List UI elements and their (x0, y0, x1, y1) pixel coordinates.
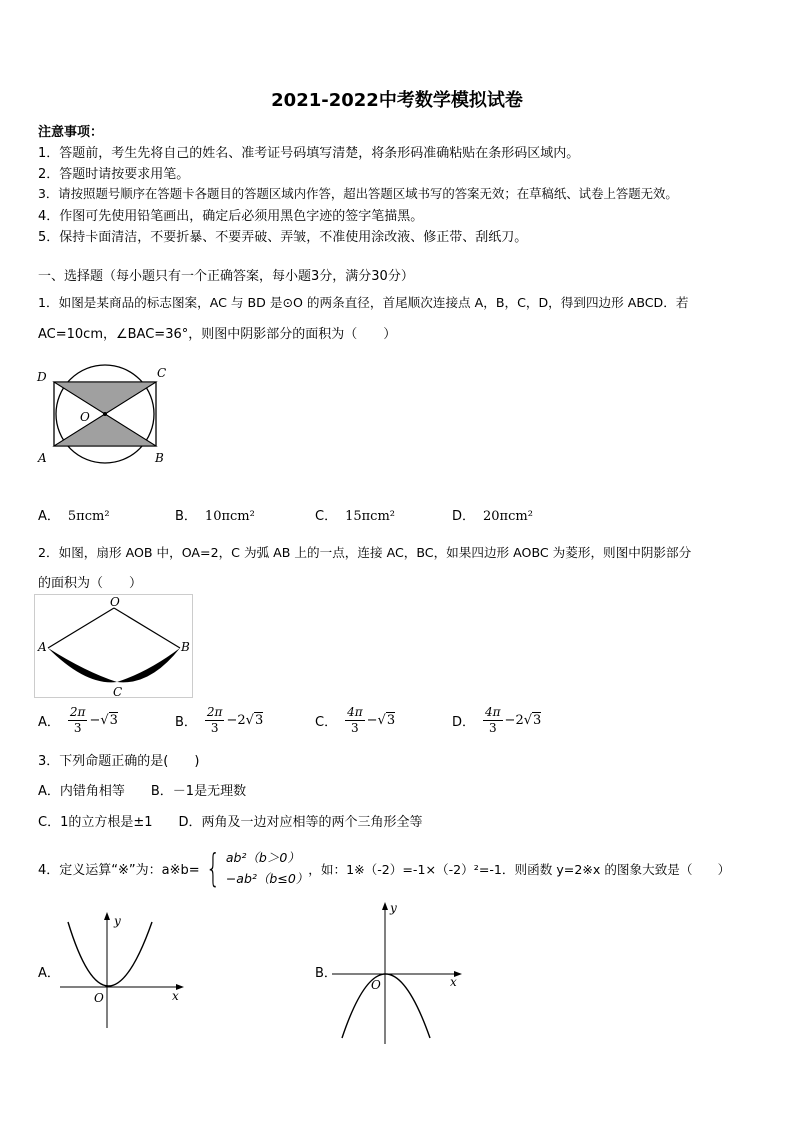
q1-option-a-letter: A． (38, 509, 60, 524)
q1-stem-line2: AC=10cm，∠BAC=36°，则图中阴影部分的面积为（ ） (38, 327, 397, 342)
q4-stem-prefix: 4．定义运算“※”为：a※b= (38, 862, 200, 878)
q4-stem-suffix: ，如：1※（-2）=-1×（-2）²=-1．则函数 y=2※x 的图象大致是（ ） (308, 861, 731, 877)
q2-option-c-den: 3 (351, 720, 359, 735)
q4-option-a-graph[interactable] (60, 910, 190, 1030)
q1-option-c-text: 15πcm² (345, 509, 395, 524)
q4-option-a-letter[interactable]: A． (38, 966, 60, 981)
q3-stem: 3．下列命题正确的是( ) (38, 754, 200, 769)
q2-option-d-letter: D． (452, 714, 476, 730)
q4-option-b-graph[interactable] (330, 898, 470, 1048)
notice-item-1: 1．答题前，考生先将自己的姓名、准考证号码填写清楚，将条形码准确粘贴在条形码区域内。 (38, 146, 580, 161)
q2-option-d-den: 3 (488, 720, 497, 735)
q2-label-b: B (181, 640, 190, 654)
q2-option-b[interactable] (175, 703, 263, 737)
sqrt-icon: √ (377, 712, 386, 728)
q2-label-o: O (110, 595, 120, 609)
q1-option-d-text: 20πcm² (483, 509, 533, 524)
q1-label-a: A (38, 451, 47, 465)
q2-option-b-letter: B． (175, 714, 197, 730)
brace-icon: { (205, 846, 220, 890)
q2-stem-line1: 2．如图，扇形 AOB 中，OA=2，C 为弧 AB 上的一点，连接 AC，BC，如果四边形 AOBC 为菱形，则图中阴影部分 (38, 545, 692, 560)
q2-option-a[interactable] (38, 703, 118, 737)
q2-option-d-num: 4π (485, 704, 501, 719)
q2-option-a-minus: − (89, 712, 101, 728)
q1-option-b-text: 10πcm² (204, 509, 255, 524)
q1-option-c-letter: C． (315, 509, 338, 524)
q2-label-a: A (38, 640, 47, 654)
q1-stem-line1: 1．如图是某商品的标志图案，AC 与 BD 是⊙O 的两条直径，首尾顺次连接点 A，B，C，D，得到四边形 ABCD．若 (38, 295, 689, 310)
q2-option-d[interactable] (452, 703, 541, 737)
sqrt-icon: √ (100, 712, 109, 728)
q2-option-b-rad: 3 (254, 713, 264, 728)
q4b-x-label: x (450, 975, 457, 989)
notice-item-4: 4．作图可先使用铅笔画出，确定后必须用黑色字迹的签字笔描黑。 (38, 209, 424, 224)
q2-option-c-rad: 3 (386, 713, 396, 728)
q1-option-a[interactable] (38, 505, 110, 524)
q4-stem (38, 845, 730, 891)
q2-option-c-letter: C． (315, 714, 338, 730)
page-title: 2021-2022中考数学模拟试卷 (271, 90, 523, 111)
q2-option-c-num: 4π (347, 704, 363, 719)
q3-options-row1[interactable]: A．内错角相等 B．－1是无理数 (38, 784, 247, 799)
q2-option-d-rad: 3 (533, 713, 542, 728)
q1-option-d[interactable] (452, 505, 533, 524)
q2-option-b-num: 2π (206, 704, 223, 719)
q1-label-d: D (37, 370, 47, 384)
sqrt-icon: √ (245, 712, 254, 728)
notice-heading: 注意事项： (38, 125, 104, 140)
q1-option-a-text: 5πcm² (67, 509, 110, 524)
q4-piecewise (226, 847, 308, 889)
q2-option-a-num: 2π (69, 704, 86, 719)
q2-figure (34, 594, 194, 698)
q4-case-2: −ab²（b≤0） (225, 871, 309, 886)
q2-option-a-letter: A． (38, 714, 60, 730)
q2-option-d-coef: 2 (515, 712, 524, 728)
q4a-x-label: x (172, 989, 179, 1003)
q1-figure (34, 362, 174, 468)
q2-option-a-rad: 3 (109, 713, 118, 728)
q4-option-b-letter[interactable]: B． (315, 966, 337, 981)
q2-option-d-minus: − (504, 712, 516, 728)
q2-option-b-den: 3 (210, 720, 219, 735)
q2-label-c: C (113, 685, 123, 698)
q4-case-1: ab²（b＞0） (225, 850, 300, 865)
sqrt-icon: √ (523, 712, 533, 728)
q1-label-c: C (157, 366, 167, 380)
q2-option-c[interactable] (315, 703, 395, 737)
q1-label-o: O (80, 410, 90, 424)
q1-option-c[interactable] (315, 505, 395, 524)
notice-item-5: 5．保持卡面清洁，不要折暴、不要弄破、弄皱，不准使用涂改液、修正带、刮纸刀。 (38, 230, 528, 245)
q1-option-b-letter: B． (175, 509, 197, 524)
section-heading: 一、选择题（每小题只有一个正确答案，每小题3分，满分30分） (38, 269, 414, 284)
q2-stem-line2: 的面积为（ ） (38, 576, 143, 591)
q1-label-b: B (155, 451, 164, 465)
q2-option-a-den: 3 (73, 720, 82, 735)
q1-option-d-letter: D． (452, 509, 476, 524)
q2-option-c-minus: − (366, 712, 378, 728)
q3-options-row2[interactable]: C．1的立方根是±1 D．两角及一边对应相等的两个三角形全等 (38, 815, 423, 830)
q2-option-b-coef: 2 (237, 712, 246, 728)
q4a-y-label: y (114, 914, 121, 928)
q1-option-b[interactable] (175, 505, 255, 524)
q4b-origin-label: O (371, 978, 381, 992)
q2-option-b-minus: − (226, 712, 238, 728)
q4a-origin-label: O (94, 991, 104, 1005)
q4b-y-label: y (390, 901, 397, 915)
notice-item-3: 3．请按照题号顺序在答题卡各题目的答题区域内作答，超出答题区域书写的答案无效；在草稿纸、试卷上答题无效。 (38, 186, 678, 201)
notice-item-2: 2．答题时请按要求用笔。 (38, 167, 190, 182)
